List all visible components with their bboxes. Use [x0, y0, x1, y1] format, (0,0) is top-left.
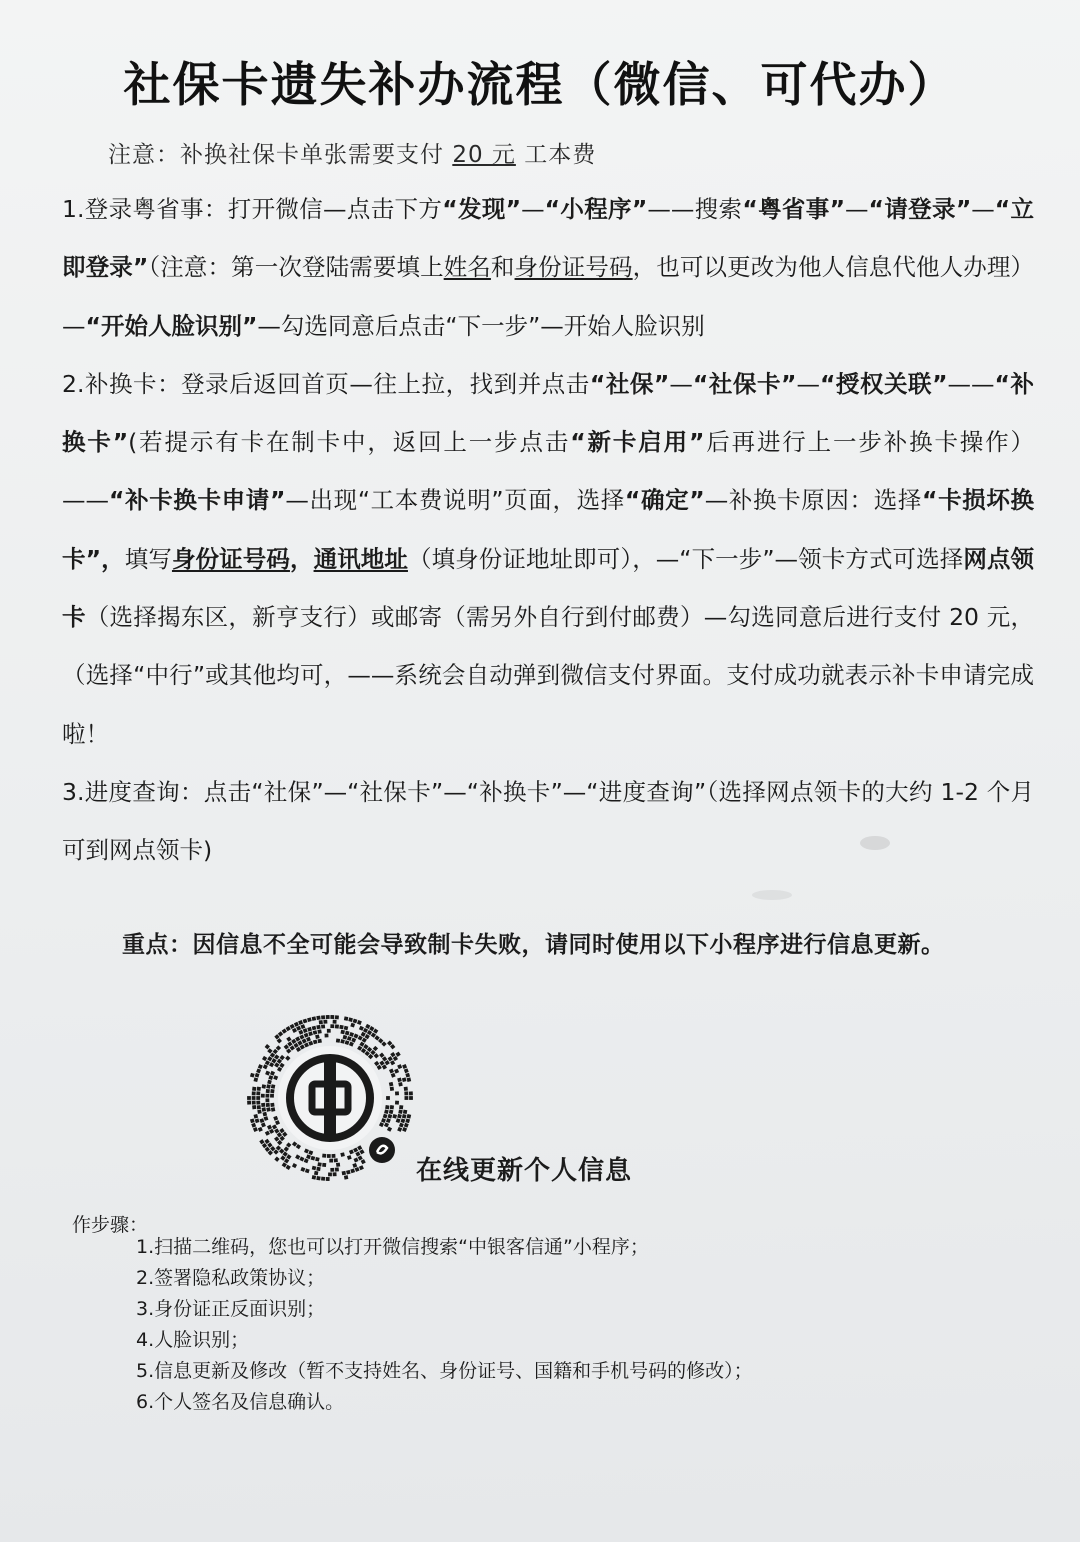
section-replace-text: —— [947, 369, 995, 398]
list-item: 4.人脸识别； [136, 1329, 250, 1351]
section-login-text: “开始人脸识别” [85, 311, 258, 340]
section-replace-text: — [669, 369, 693, 398]
list-item: 6.个人签名及信息确认。 [136, 1391, 345, 1413]
mini-program-qr-code[interactable] [244, 1012, 416, 1184]
section-login-text: （注意：第一次登陆需要填上 [148, 253, 444, 282]
section-replace-text: ， [289, 544, 314, 573]
section-replace-text: “卡损坏换卡”， [62, 486, 1034, 573]
qr-caption: 在线更新个人信息 [416, 1156, 633, 1186]
section-replace-text: — [796, 369, 820, 398]
section-replace-text: （填身份证地址即可），—“下一步”—领卡方式可选择 [407, 544, 964, 573]
section-login-text: 打开微信—点击下方 [227, 195, 443, 223]
section-login-text: “发现” [442, 195, 522, 223]
section-replace-text: “补卡换卡申请” [109, 486, 286, 515]
section-login-text: “粤省事” [742, 195, 846, 223]
section-login-text: — [845, 195, 869, 223]
section-replace-text: 网点领卡 [62, 544, 1035, 632]
paper-smudge [752, 890, 792, 900]
instructions-body [62, 180, 1034, 880]
section-progress [62, 763, 1034, 880]
section-login-heading: 1.登录粤省事： [62, 195, 228, 223]
section-login-text: “小程序” [544, 195, 648, 223]
mini-program-icon [369, 1137, 395, 1163]
section-replace-text: “授权关联” [819, 369, 948, 398]
section-login-text: — [971, 195, 995, 223]
section-replace-text: “新卡启用” [570, 428, 705, 457]
section-replace-text: （选择揭东区，新亨支行）或邮寄（需另外自行到付邮费）—勾选同意后进行支付 20 元，（选择“中行”或其他均可，——系统会自动弹到微信支付界面。支付成功就表示补卡申请完成啦！ [62, 603, 1035, 748]
section-progress-heading: 3.进度查询： [62, 777, 204, 806]
section-replace-text: 身份证号码 [171, 544, 290, 573]
section-replace-text: 后再进行上一步补换卡操作）—— [62, 428, 1035, 515]
list-item: 1.扫描二维码，您也可以打开微信搜索“中银客信通”小程序； [136, 1236, 649, 1258]
section-replace-text: “补换卡” [62, 369, 1035, 457]
section-login-text: 姓名 [443, 253, 491, 282]
section-login-text: “立即登录” [62, 195, 1035, 282]
section-replace-text: 通讯地址 [313, 544, 408, 573]
section-replace-card [62, 355, 1034, 763]
section-login-text: 和 [490, 253, 515, 282]
section-login-text: ——搜索 [647, 195, 743, 223]
section-replace-text: “社保卡” [692, 369, 797, 398]
section-login-text: ，也可以更改为他人信息代他人办理）— [62, 253, 1035, 340]
section-replace-text: “社保” [589, 369, 670, 398]
section-login [62, 180, 1034, 355]
section-replace-text: —出现“工本费说明”页面，选择 [285, 486, 625, 515]
section-login-text: — [521, 195, 545, 223]
section-replace-text: “确定” [624, 486, 705, 515]
section-replace-text: (若提示有卡在制卡中，返回上一步点击 [128, 428, 571, 457]
page-title: 社保卡遗失补办流程（微信、可代办） [123, 58, 957, 113]
steps-title: 作步骤： [72, 1214, 149, 1236]
section-login-text: —勾选同意后点击“下一步”—开始人脸识别 [257, 311, 705, 340]
section-replace-text: 登录后返回首页—往上拉，找到并点击 [181, 369, 590, 398]
section-login-text: 身份证号码 [514, 253, 633, 282]
note-suffix: 工本费 [524, 142, 597, 168]
section-progress-text: 点击“社保”—“社保卡”—“补换卡”—“进度查询”（选择网点领卡的大约 1-2 个月可到网点领卡) [62, 777, 1035, 865]
section-replace-text: 填写 [124, 544, 172, 573]
section-replace-text: —补换卡原因：选择 [704, 486, 922, 515]
steps-list [136, 1232, 753, 1418]
list-item: 2.签署隐私政策协议； [136, 1267, 326, 1289]
section-login-text: “请登录” [868, 195, 972, 223]
list-item: 5.信息更新及修改（暂不支持姓名、身份证号、国籍和手机号码的修改）； [136, 1360, 753, 1382]
note-prefix: 注意：补换社保卡单张需要支付 [108, 142, 444, 168]
emphasis-note: 重点：因信息不全可能会导致制卡失败，请同时使用以下小程序进行信息更新。 [122, 932, 945, 958]
section-replace-heading: 2.补换卡： [62, 369, 182, 398]
fee-note [108, 136, 596, 169]
note-amount: 20 元 [452, 142, 516, 168]
list-item: 3.身份证正反面识别； [136, 1298, 326, 1320]
